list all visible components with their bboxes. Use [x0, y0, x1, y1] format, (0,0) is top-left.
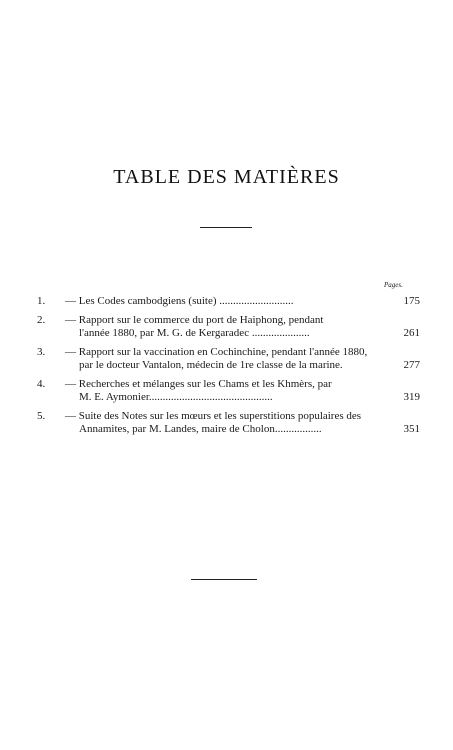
entry-dash: — [65, 410, 76, 422]
entry-number: 4. [37, 378, 46, 390]
entry-line-text: Les Codes cambodgiens (suite) ........................... [78, 295, 294, 307]
table-of-contents [37, 295, 420, 442]
entry-number: 5. [37, 410, 46, 422]
entry-text [65, 346, 374, 372]
entry-line-text: l'année 1880, par M. G. de Kergaradec ..................... [79, 327, 310, 339]
entry-line [65, 295, 374, 308]
entry-dash: — [65, 295, 76, 307]
toc-entry [37, 314, 420, 340]
entry-page-number: 261 [403, 327, 420, 339]
entry-dash: — [65, 378, 76, 390]
entry-text [65, 410, 374, 436]
toc-entry [37, 346, 420, 372]
entry-line-text: Rapport sur le commerce du port de Haiphong, pendant [78, 314, 324, 326]
entry-number: 1. [37, 295, 46, 307]
title-divider [200, 227, 252, 228]
entry-page-number: 351 [403, 423, 420, 435]
toc-entry [37, 378, 420, 404]
entry-line-text: Recherches et mélanges sur les Chams et les Khmèrs, par [78, 378, 332, 390]
entry-text [65, 378, 374, 404]
entry-line [65, 410, 374, 423]
entry-line-text: Rapport sur la vaccination en Cochinchine, pendant l'année 1880, [78, 346, 368, 358]
entry-text [65, 314, 374, 340]
entry-line-text: Annamites, par M. Landes, maire de Cholon................. [79, 423, 322, 435]
entry-line-text: par le docteur Vantalon, médecin de 1re classe de la marine. [79, 359, 343, 371]
entry-line-text: Suite des Notes sur les mœurs et les superstitions populaires des [78, 410, 362, 422]
entry-dash: — [65, 346, 76, 358]
entry-line [65, 346, 374, 359]
entry-number: 3. [37, 346, 46, 358]
entry-page-number: 277 [403, 359, 420, 371]
entry-number: 2. [37, 314, 46, 326]
entry-line [65, 314, 374, 327]
entry-dash: — [65, 314, 76, 326]
toc-entry [37, 410, 420, 436]
entry-page-number: 319 [403, 391, 420, 403]
page-title: TABLE DES MATIÈRES [113, 166, 340, 188]
entry-page-number: 175 [403, 295, 420, 307]
entry-line-text: M. E. Aymonier............................................. [79, 391, 273, 403]
toc-entry [37, 295, 420, 308]
entry-line [65, 378, 374, 391]
bottom-divider [191, 579, 257, 580]
pages-column-label: Pages. [384, 281, 403, 289]
entry-text [65, 295, 374, 308]
